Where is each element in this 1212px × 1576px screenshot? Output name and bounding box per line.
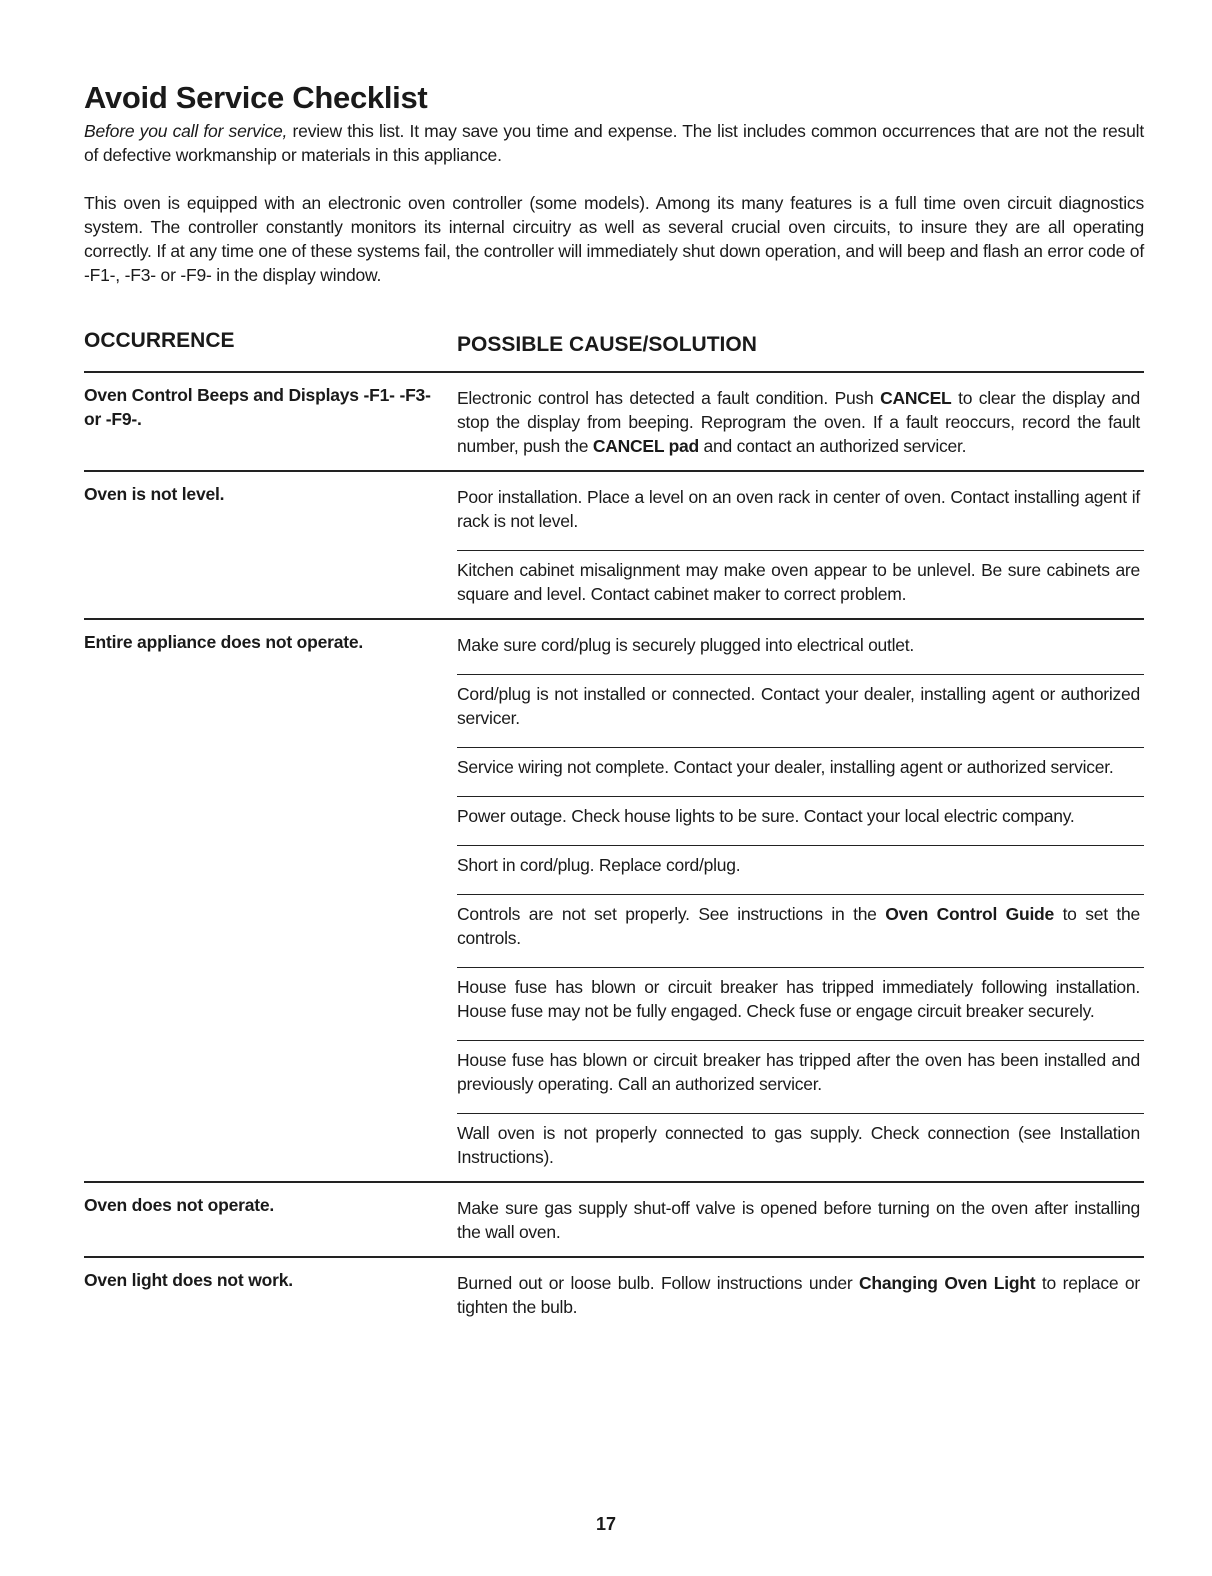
occurrence-cell: Oven is not level. bbox=[84, 484, 225, 504]
intro-text: review this list. It may save you time and expense. The list includes common occurrences that are not the result of defective workmanship or materials in this appliance. bbox=[84, 121, 1144, 165]
solution-item bbox=[457, 472, 1144, 551]
solution-text: Service wiring not complete. Contact your dealer, installing agent or authorized servicer. bbox=[457, 757, 1114, 777]
solution-item bbox=[457, 1183, 1144, 1256]
solutions-cell bbox=[457, 620, 1144, 1181]
page-title: Avoid Service Checklist bbox=[84, 80, 428, 115]
solution-item bbox=[457, 620, 1144, 675]
occurrence-header: OCCURRENCE bbox=[84, 329, 235, 352]
page-number: 17 bbox=[595, 1514, 617, 1534]
solution-text: House fuse has blown or circuit breaker has tripped immediately following installation. House fuse may not be fully engaged. Check fuse or engage circuit breaker securely. bbox=[457, 977, 1140, 1021]
bold-reference: CANCEL pad bbox=[592, 436, 699, 456]
solution-item bbox=[457, 373, 1144, 470]
solution-text: Short in cord/plug. Replace cord/plug. bbox=[457, 855, 741, 875]
solution-item bbox=[457, 675, 1144, 748]
solution-text: Poor installation. Place a level on an oven rack in center of oven. Contact installing agent if rack is not level. bbox=[457, 487, 1140, 531]
intro-paragraph-2: This oven is equipped with an electronic oven controller (some models). Among its many features is a full time oven circuit diagnostics system. The controller constantly monitors its internal circuitry as well as several crucial oven circuits, to insure they are all operating correctly. If at any time one of these systems fail, the controller will immediately shut down operation, and will beep and flash an error code of -F1-, -F3- or -F9- in the display window. bbox=[84, 193, 1144, 285]
solutions-cell bbox=[457, 373, 1144, 470]
occurrence-cell: Oven light does not work. bbox=[84, 1270, 293, 1290]
intro-italic-lead: Before you call for service, bbox=[84, 121, 288, 141]
checklist-table bbox=[84, 371, 1144, 1331]
solution-item bbox=[457, 797, 1144, 846]
solution-item bbox=[457, 551, 1144, 618]
bold-reference: CANCEL bbox=[880, 388, 952, 408]
solution-item bbox=[457, 968, 1144, 1041]
solution-text: Controls are not set properly. See instructions in the bbox=[457, 904, 886, 924]
solution-text: Make sure gas supply shut-off valve is opened before turning on the oven after installing the wall oven. bbox=[457, 1198, 1140, 1242]
solution-text: Burned out or loose bulb. Follow instructions under bbox=[457, 1273, 860, 1293]
checklist-row bbox=[84, 472, 1144, 620]
solution-header: POSSIBLE CAUSE/SOLUTION bbox=[457, 333, 757, 356]
occurrence-cell: Oven does not operate. bbox=[84, 1195, 275, 1215]
solution-item bbox=[457, 1258, 1144, 1331]
solution-item bbox=[457, 748, 1144, 797]
solution-item bbox=[457, 1041, 1144, 1114]
solution-text: Cord/plug is not installed or connected. Contact your dealer, installing agent or authorized servicer. bbox=[457, 684, 1140, 728]
solution-text: House fuse has blown or circuit breaker has tripped after the oven has been installed and previously operating. Call an authorized servicer. bbox=[457, 1050, 1140, 1094]
solution-text: to replace or tighten the bulb. bbox=[457, 1273, 1140, 1317]
solutions-cell bbox=[457, 1258, 1144, 1331]
checklist-row bbox=[84, 1183, 1144, 1258]
intro bbox=[84, 119, 1144, 311]
checklist-row bbox=[84, 1258, 1144, 1331]
solution-text: Kitchen cabinet misalignment may make oven appear to be unlevel. Be sure cabinets are square and level. Contact cabinet maker to correct problem. bbox=[457, 560, 1140, 604]
solution-text: Power outage. Check house lights to be sure. Contact your local electric company. bbox=[457, 806, 1075, 826]
solution-text: Electronic control has detected a fault condition. Push bbox=[457, 388, 881, 408]
solution-item bbox=[457, 895, 1144, 968]
checklist-row bbox=[84, 373, 1144, 472]
solutions-cell bbox=[457, 472, 1144, 618]
intro-paragraph-1 bbox=[84, 119, 1144, 167]
solution-text: and contact an authorized servicer. bbox=[698, 436, 967, 456]
solution-item bbox=[457, 1114, 1144, 1181]
solutions-cell bbox=[457, 1183, 1144, 1256]
occurrence-cell: Oven Control Beeps and Displays -F1- -F3- or -F9-. bbox=[84, 385, 431, 429]
checklist-row bbox=[84, 620, 1144, 1183]
solution-text: Wall oven is not properly connected to gas supply. Check connection (see Installation Instructions). bbox=[457, 1123, 1140, 1167]
bold-reference: Changing Oven Light bbox=[859, 1273, 1036, 1293]
solution-text: to set the controls. bbox=[457, 904, 1140, 948]
bold-reference: Oven Control Guide bbox=[885, 904, 1054, 924]
solution-item bbox=[457, 846, 1144, 895]
solution-text: Make sure cord/plug is securely plugged into electrical outlet. bbox=[457, 635, 914, 655]
occurrence-cell: Entire appliance does not operate. bbox=[84, 632, 364, 652]
solution-text: to clear the display and stop the display from beeping. Reprogram the oven. If a fault reoccurs, record the fault number, push the bbox=[457, 388, 1140, 456]
